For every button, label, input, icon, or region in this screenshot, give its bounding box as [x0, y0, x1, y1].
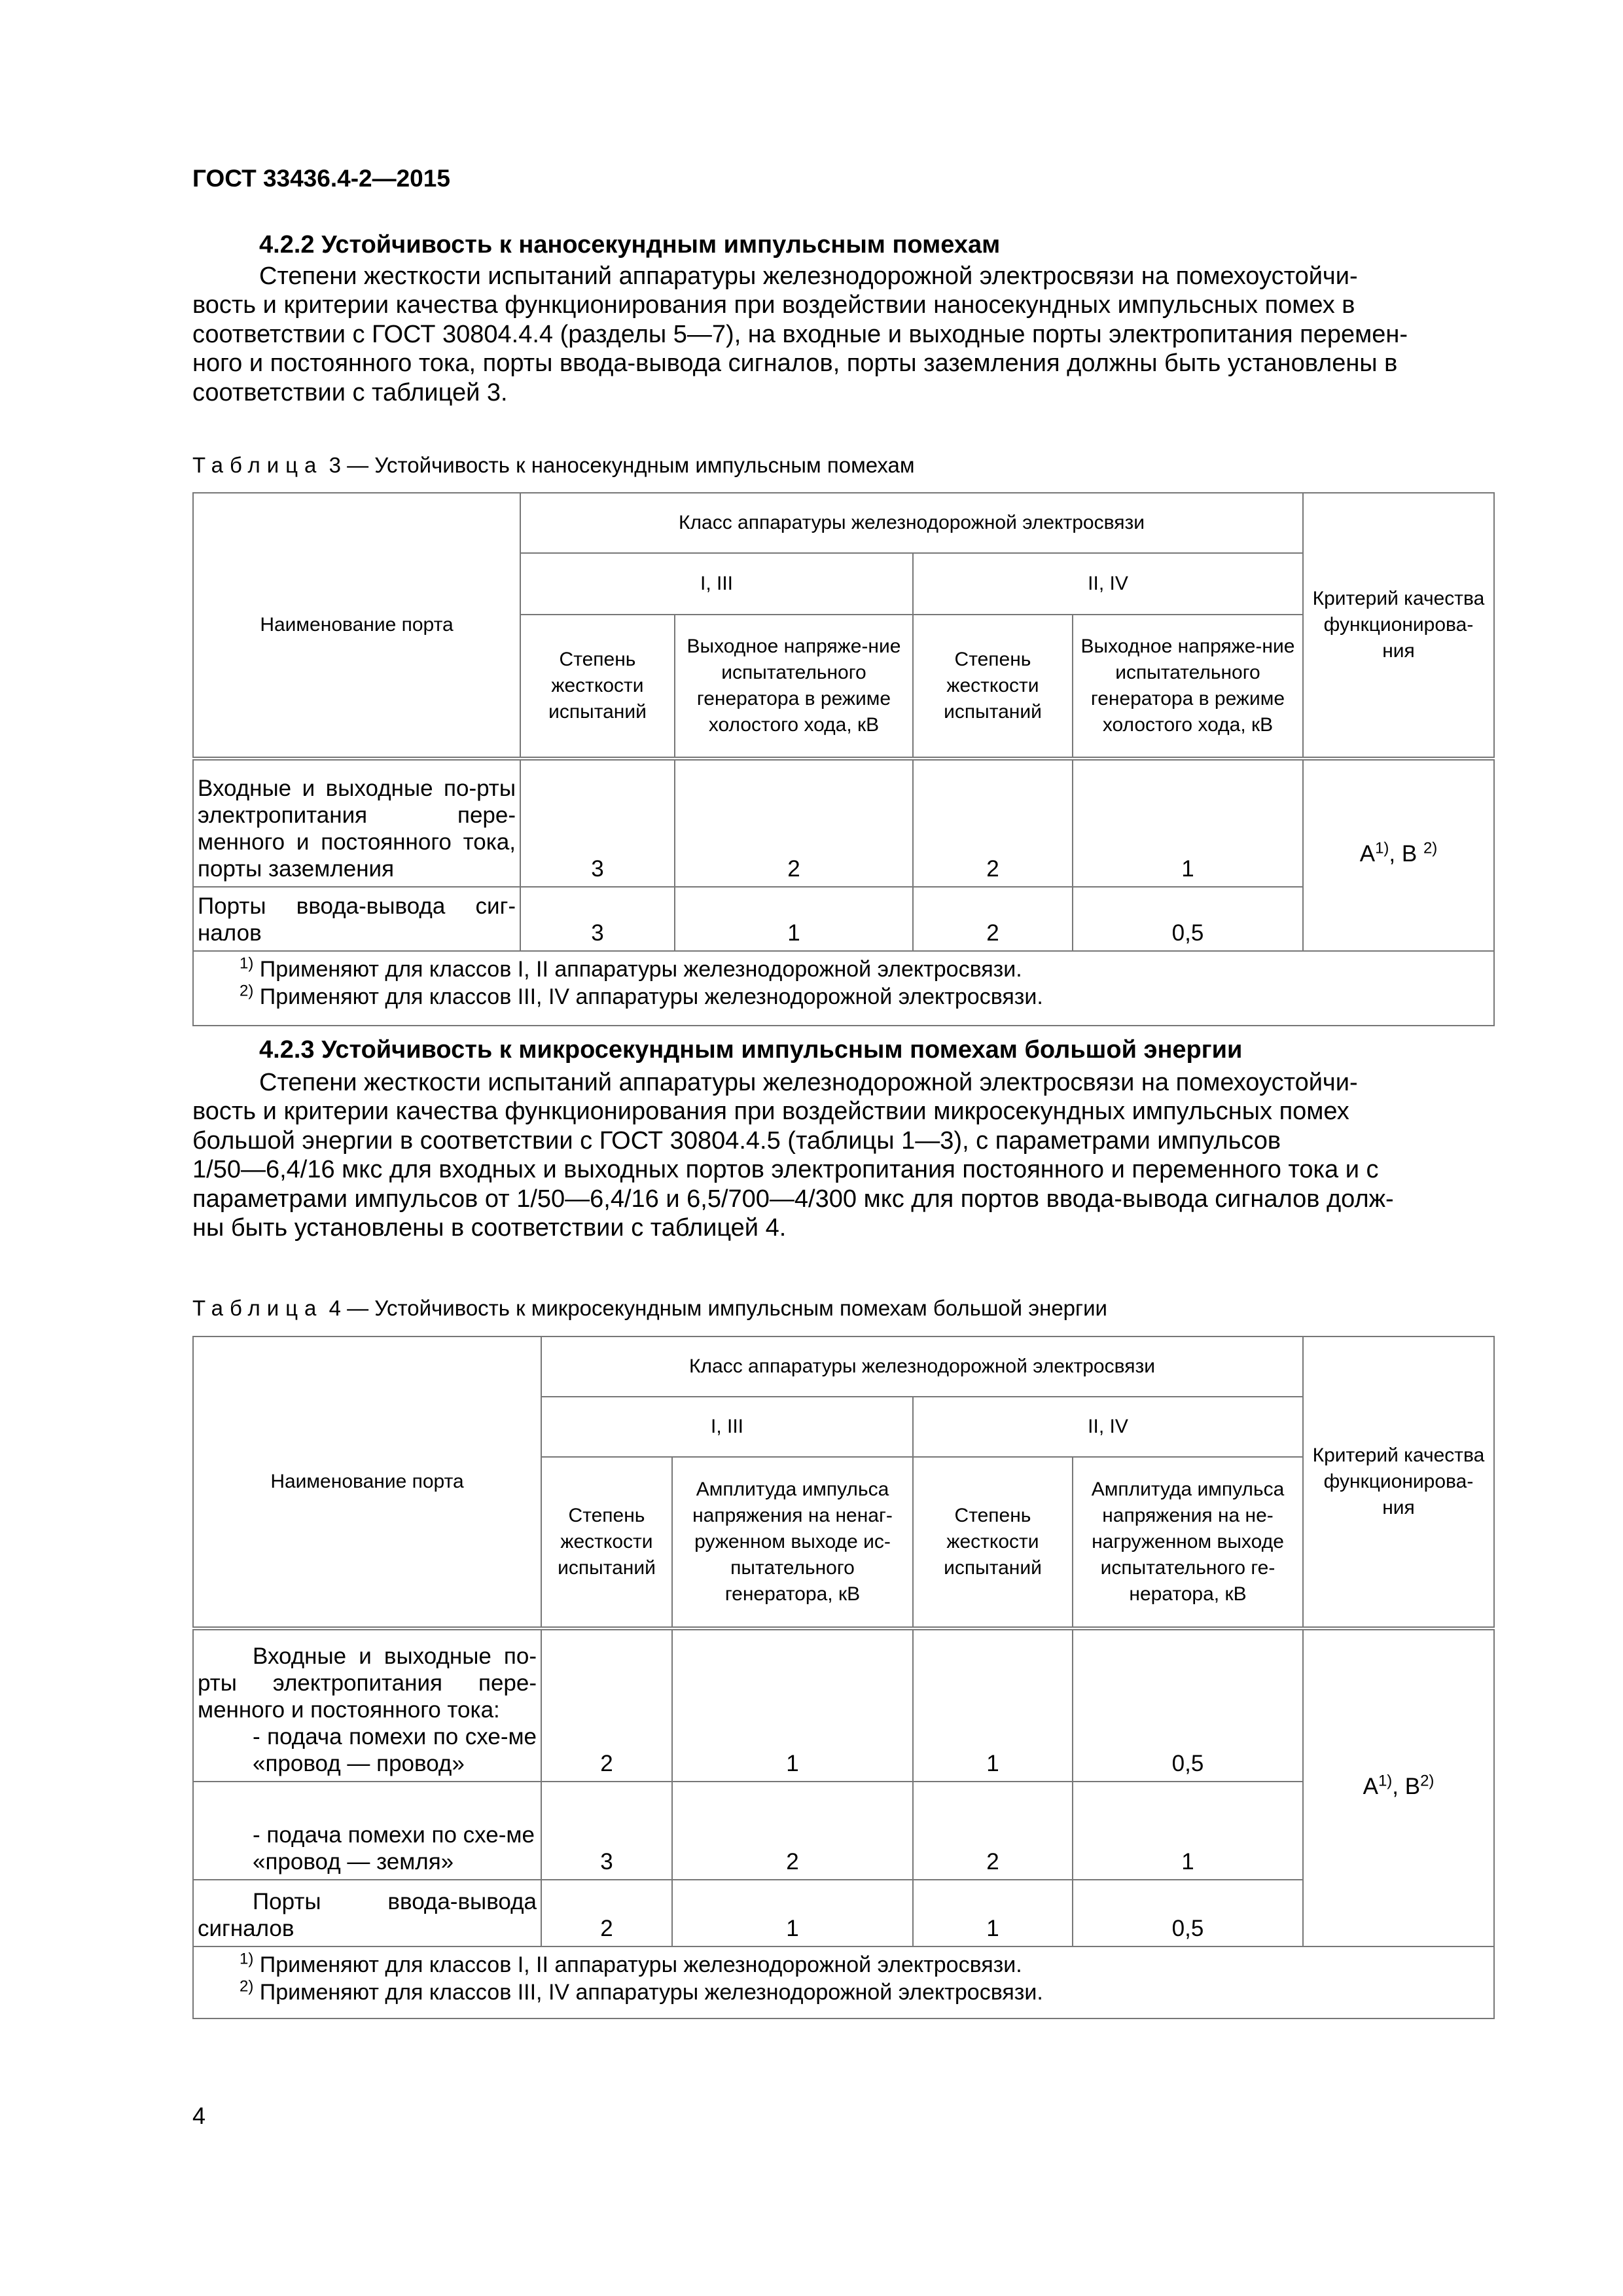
row-value: 2 — [541, 1628, 672, 1782]
row-port-name: Порты ввода-вывода сиг-налов — [193, 887, 520, 951]
row-value: 2 — [913, 1782, 1073, 1880]
row-value: 1 — [1073, 759, 1303, 887]
row-value: 1 — [672, 1628, 913, 1782]
row-value: 3 — [541, 1782, 672, 1880]
row-port-name: Входные и выходные по-рты электропитания пере-менного и постоянного тока: - подача помехи по схе-ме «провод — провод» — [193, 1628, 541, 1782]
row-value: 2 — [913, 887, 1073, 951]
header-port-name: Наименование порта — [193, 493, 520, 759]
row-value: 1 — [1073, 1782, 1303, 1880]
table-notes — [193, 1946, 1494, 2018]
row-value: 2 — [675, 759, 913, 887]
paragraph-line: вость и критерии качества функционирования при воздействии микросекундных импульсных помех — [192, 1098, 1349, 1126]
table-3-caption — [192, 453, 915, 478]
header-class-group-2: II, IV — [913, 1397, 1303, 1457]
paragraph-line: большой энергии в соответствии с ГОСТ 30804.4.5 (таблицы 1—3), с параметрами импульсов — [192, 1126, 1281, 1155]
header-test-degree: Степень жесткости испытаний — [913, 615, 1073, 759]
table-3-caption-word: Таблица — [192, 453, 323, 477]
table-note: $^{2)}$ Применяют для классов III, IV аппаратуры железнодорожной электросвязи. — [240, 1977, 1043, 2005]
header-output-voltage: Выходное напряже-ние испытательного генератора в режиме холостого хода, кВ — [1073, 615, 1303, 759]
paragraph-line: ного и постоянного тока, порты ввода-вывода сигналов, порты заземления должны быть установлены в — [192, 350, 1398, 378]
table-note: $^{2)}$ Применяют для классов III, IV аппаратуры железнодорожной электросвязи. — [240, 982, 1043, 1009]
row-value: 1 — [913, 1880, 1073, 1946]
table-row — [193, 887, 1494, 951]
header-output-voltage: Выходное напряже-ние испытательного генератора в режиме холостого хода, кВ — [675, 615, 913, 759]
header-test-degree: Степень жесткости испытаний — [520, 615, 675, 759]
paragraph-line: ны быть установлены в соответствии с таблицей 4. — [192, 1214, 787, 1242]
table-note: $^{1)}$ Применяют для классов I, II аппаратуры железнодорожной электросвязи. — [240, 954, 1022, 982]
section-4-2-3-heading: 4.2.3 Устойчивость к микросекундным импульсным помехам большой энергии — [259, 1036, 1243, 1064]
row-value: 3 — [520, 759, 675, 887]
table-4-caption — [192, 1296, 1107, 1321]
row-criterion: $А^{1)}$, В $^{2)}$ — [1303, 759, 1494, 951]
section-4-2-2-paragraph — [192, 262, 1493, 407]
row-value: 2 — [913, 759, 1073, 887]
row-value: 1 — [672, 1880, 913, 1946]
table-note: $^{1)}$ Применяют для классов I, II аппаратуры железнодорожной электросвязи. — [240, 1950, 1022, 1977]
table-3-caption-title: 3 — Устойчивость к наносекундным импульсным помехам — [329, 453, 915, 477]
header-class-group-1: I, III — [541, 1397, 913, 1457]
table-row — [193, 759, 1494, 887]
row-value: 1 — [913, 1628, 1073, 1782]
header-class-group-2: II, IV — [913, 553, 1303, 615]
header-port-name: Наименование порта — [193, 1336, 541, 1628]
page-number: 4 — [192, 2102, 206, 2129]
header-pulse-amplitude: Амплитуда импульса напряжения на ненаг-руженном выходе ис-пытательного генератора, кВ — [672, 1457, 913, 1628]
row-value: 2 — [541, 1880, 672, 1946]
header-class-group-1: I, III — [520, 553, 913, 615]
paragraph-line: вость и критерии качества функционирования при воздействии наносекундных импульсных помех в — [192, 291, 1355, 319]
row-port-name: Порты ввода-вывода сигналов — [193, 1880, 541, 1946]
table-4-caption-title: 4 — Устойчивость к микросекундным импульсным помехам большой энергии — [329, 1296, 1107, 1320]
header-pulse-amplitude: Амплитуда импульса напряжения на не-нагруженном выходе испытательного ге-нератора, кВ — [1073, 1457, 1303, 1628]
row-value: 1 — [675, 887, 913, 951]
table-row — [193, 1880, 1494, 1946]
row-criterion: $А^{1)}$, $В^{2)}$ — [1303, 1628, 1494, 1946]
header-class: Класс аппаратуры железнодорожной электросвязи — [520, 493, 1303, 553]
header-criterion: Критерий качества функционирова-ния — [1303, 1336, 1494, 1628]
paragraph-line: соответствии с таблицей 3. — [192, 378, 508, 406]
paragraph-line: 1/50—6,4/16 мкс для входных и выходных портов электропитания постоянного и переменного тока и с — [192, 1156, 1379, 1184]
row-value: 0,5 — [1073, 1628, 1303, 1782]
header-test-degree: Степень жесткости испытаний — [541, 1457, 672, 1628]
table-4-caption-word: Таблица — [192, 1296, 323, 1320]
row-port-name: Входные и выходные по-рты электропитания пере-менного и постоянного тока, порты заземления — [193, 759, 520, 887]
row-value: 0,5 — [1073, 887, 1303, 951]
paragraph-line: Степени жесткости испытаний аппаратуры железнодорожной электросвязи на помехоустойчи- — [259, 1069, 1358, 1096]
section-4-2-3-paragraph — [192, 1068, 1493, 1242]
table-row — [193, 1628, 1494, 1782]
header-test-degree: Степень жесткости испытаний — [913, 1457, 1073, 1628]
table-3 — [192, 492, 1495, 1026]
row-value: 3 — [520, 887, 675, 951]
paragraph-line: соответствии с ГОСТ 30804.4.4 (разделы 5—7), на входные и выходные порты электропитания перемен- — [192, 320, 1408, 348]
section-4-2-2-heading: 4.2.2 Устойчивость к наносекундным импульсным помехам — [259, 231, 1001, 259]
paragraph-line: параметрами импульсов от 1/50—6,4/16 и 6,5/700—4/300 мкс для портов ввода-вывода сигналов долж- — [192, 1185, 1394, 1213]
row-value: 0,5 — [1073, 1880, 1303, 1946]
table-notes — [193, 951, 1494, 1026]
paragraph-line: Степени жесткости испытаний аппаратуры железнодорожной электросвязи на помехоустойчи- — [259, 262, 1358, 290]
row-port-name: - подача помехи по схе-ме «провод — земля» — [193, 1782, 541, 1880]
table-4 — [192, 1336, 1495, 2019]
header-criterion: Критерий качества функционирова-ния — [1303, 493, 1494, 759]
table-row — [193, 1782, 1494, 1880]
row-value: 2 — [672, 1782, 913, 1880]
header-class: Класс аппаратуры железнодорожной электросвязи — [541, 1336, 1303, 1397]
document-header: ГОСТ 33436.4-2—2015 — [192, 165, 450, 192]
